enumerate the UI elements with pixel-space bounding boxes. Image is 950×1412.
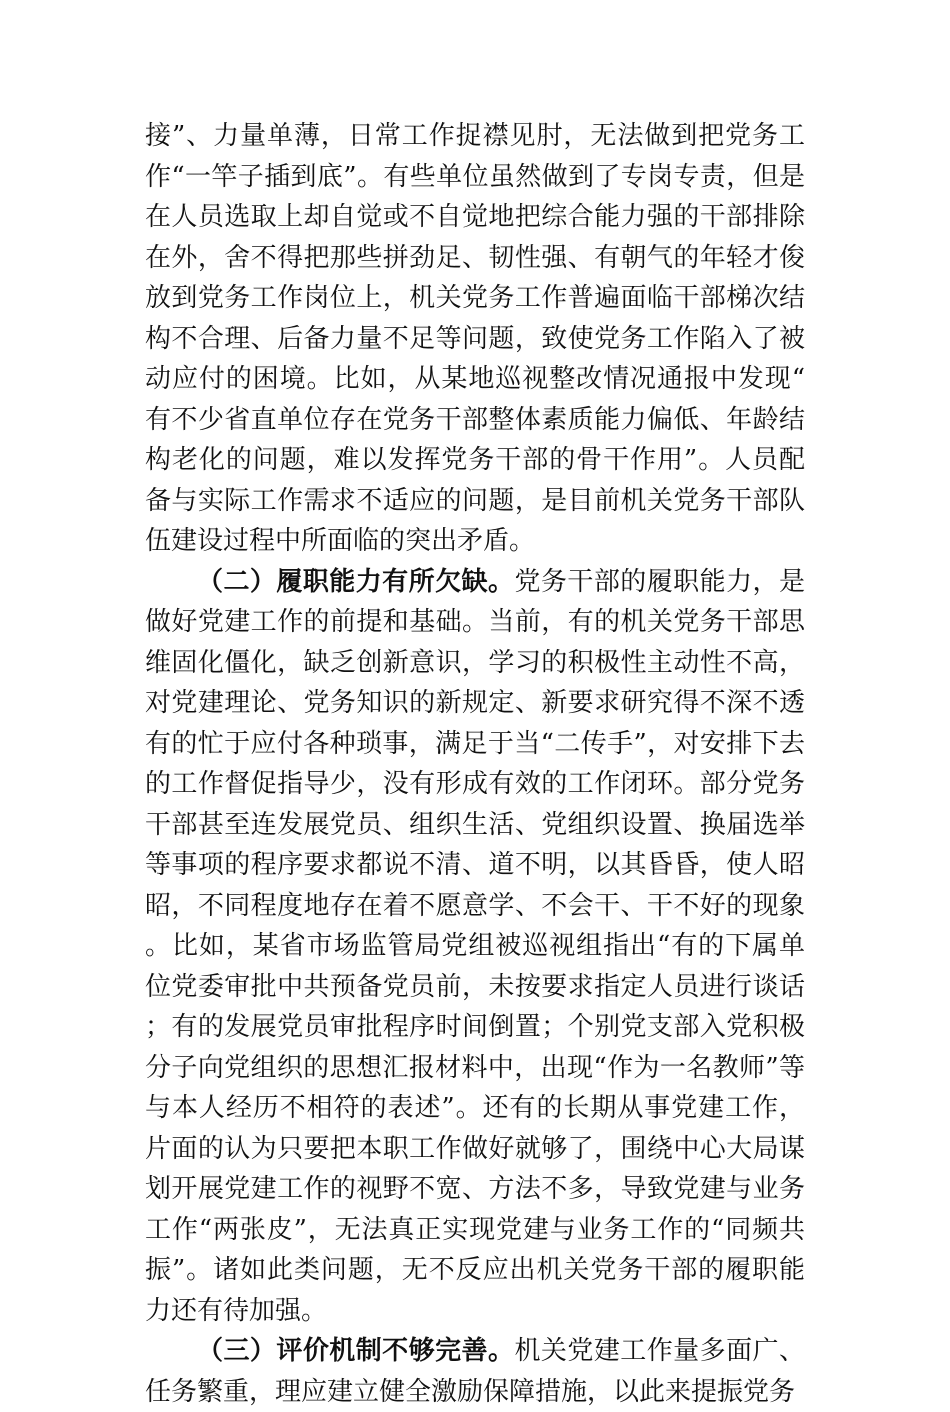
paragraph-body: 机关党建工作量多面广、任务繁重，理应建立健全激励保障措施，以此来提振党务 <box>145 1336 805 1407</box>
paragraph-body: 党务干部的履职能力，是做好党建工作的前提和基础。当前，有的机关党务干部思维固化僵化，缺乏创新意识，学习的积极性主动性不高，对党建理论、党务知识的新规定、新要求研究得不深不透有的忙于应付各种琐事，满足于当“二传手”，对安排下去的工作督促指导少，没有形成有效的工作闭环。部分党务干部甚至连发展党员、组织生活、党组织设置、换届选举等事项的程序要求都说不清、道不明，以其昏昏，使人昭昭，不同程度地存在着不愿意学、不会干、干不好的现象。比如，某省市场监管局党组被巡视组指出“有的下属单位党委审批中共预备党员前，未按要求指定人员进行谈话；有的发展党员审批程序时间倒置；个别党支部入党积极分子向党组织的思想汇报材料中，出现“作为一名教师”等与本人经历不相符的表述”。还有的长期从事党建工作，片面的认为只要把本职工作做好就够了，围绕中心大局谋划开展党建工作的视野不宽、方法不多，导致党建与业务工作“两张皮”，无法真正实现党建与业务工作的“同频共振”。诸如此类问题，无不反应出机关党务干部的履职能力还有待加强。 <box>145 566 805 1326</box>
paragraph-evaluation-mechanism <box>145 1331 805 1412</box>
section-heading-3: （三）评价机制不够完善。 <box>197 1336 515 1366</box>
paragraph-body: 接”、力量单薄，日常工作捉襟见肘，无法做到把党务工作“一竿子插到底”。有些单位虽然做到了专岗专责，但是在人员选取上却自觉或不自觉地把综合能力强的干部排除在外，舍不得把那些拼劲足、韧性强、有朝气的年轻才俊放到党务工作岗位上，机关党务工作普遍面临干部梯次结构不合理、后备力量不足等问题，致使党务工作陷入了被动应付的困境。比如，从某地巡视整改情况通报中发现“有不少省直单位存在党务干部整体素质能力偏低、年龄结构老化的问题，难以发挥党务干部的骨干作用”。人员配备与实际工作需求不适应的问题，是目前机关党务干部队伍建设过程中所面临的突出矛盾。 <box>145 121 805 556</box>
paragraph-continuation <box>145 116 805 562</box>
document-page <box>145 116 805 1412</box>
section-heading-2: （二）履职能力有所欠缺。 <box>197 566 515 597</box>
paragraph-performance-ability <box>145 562 805 1332</box>
